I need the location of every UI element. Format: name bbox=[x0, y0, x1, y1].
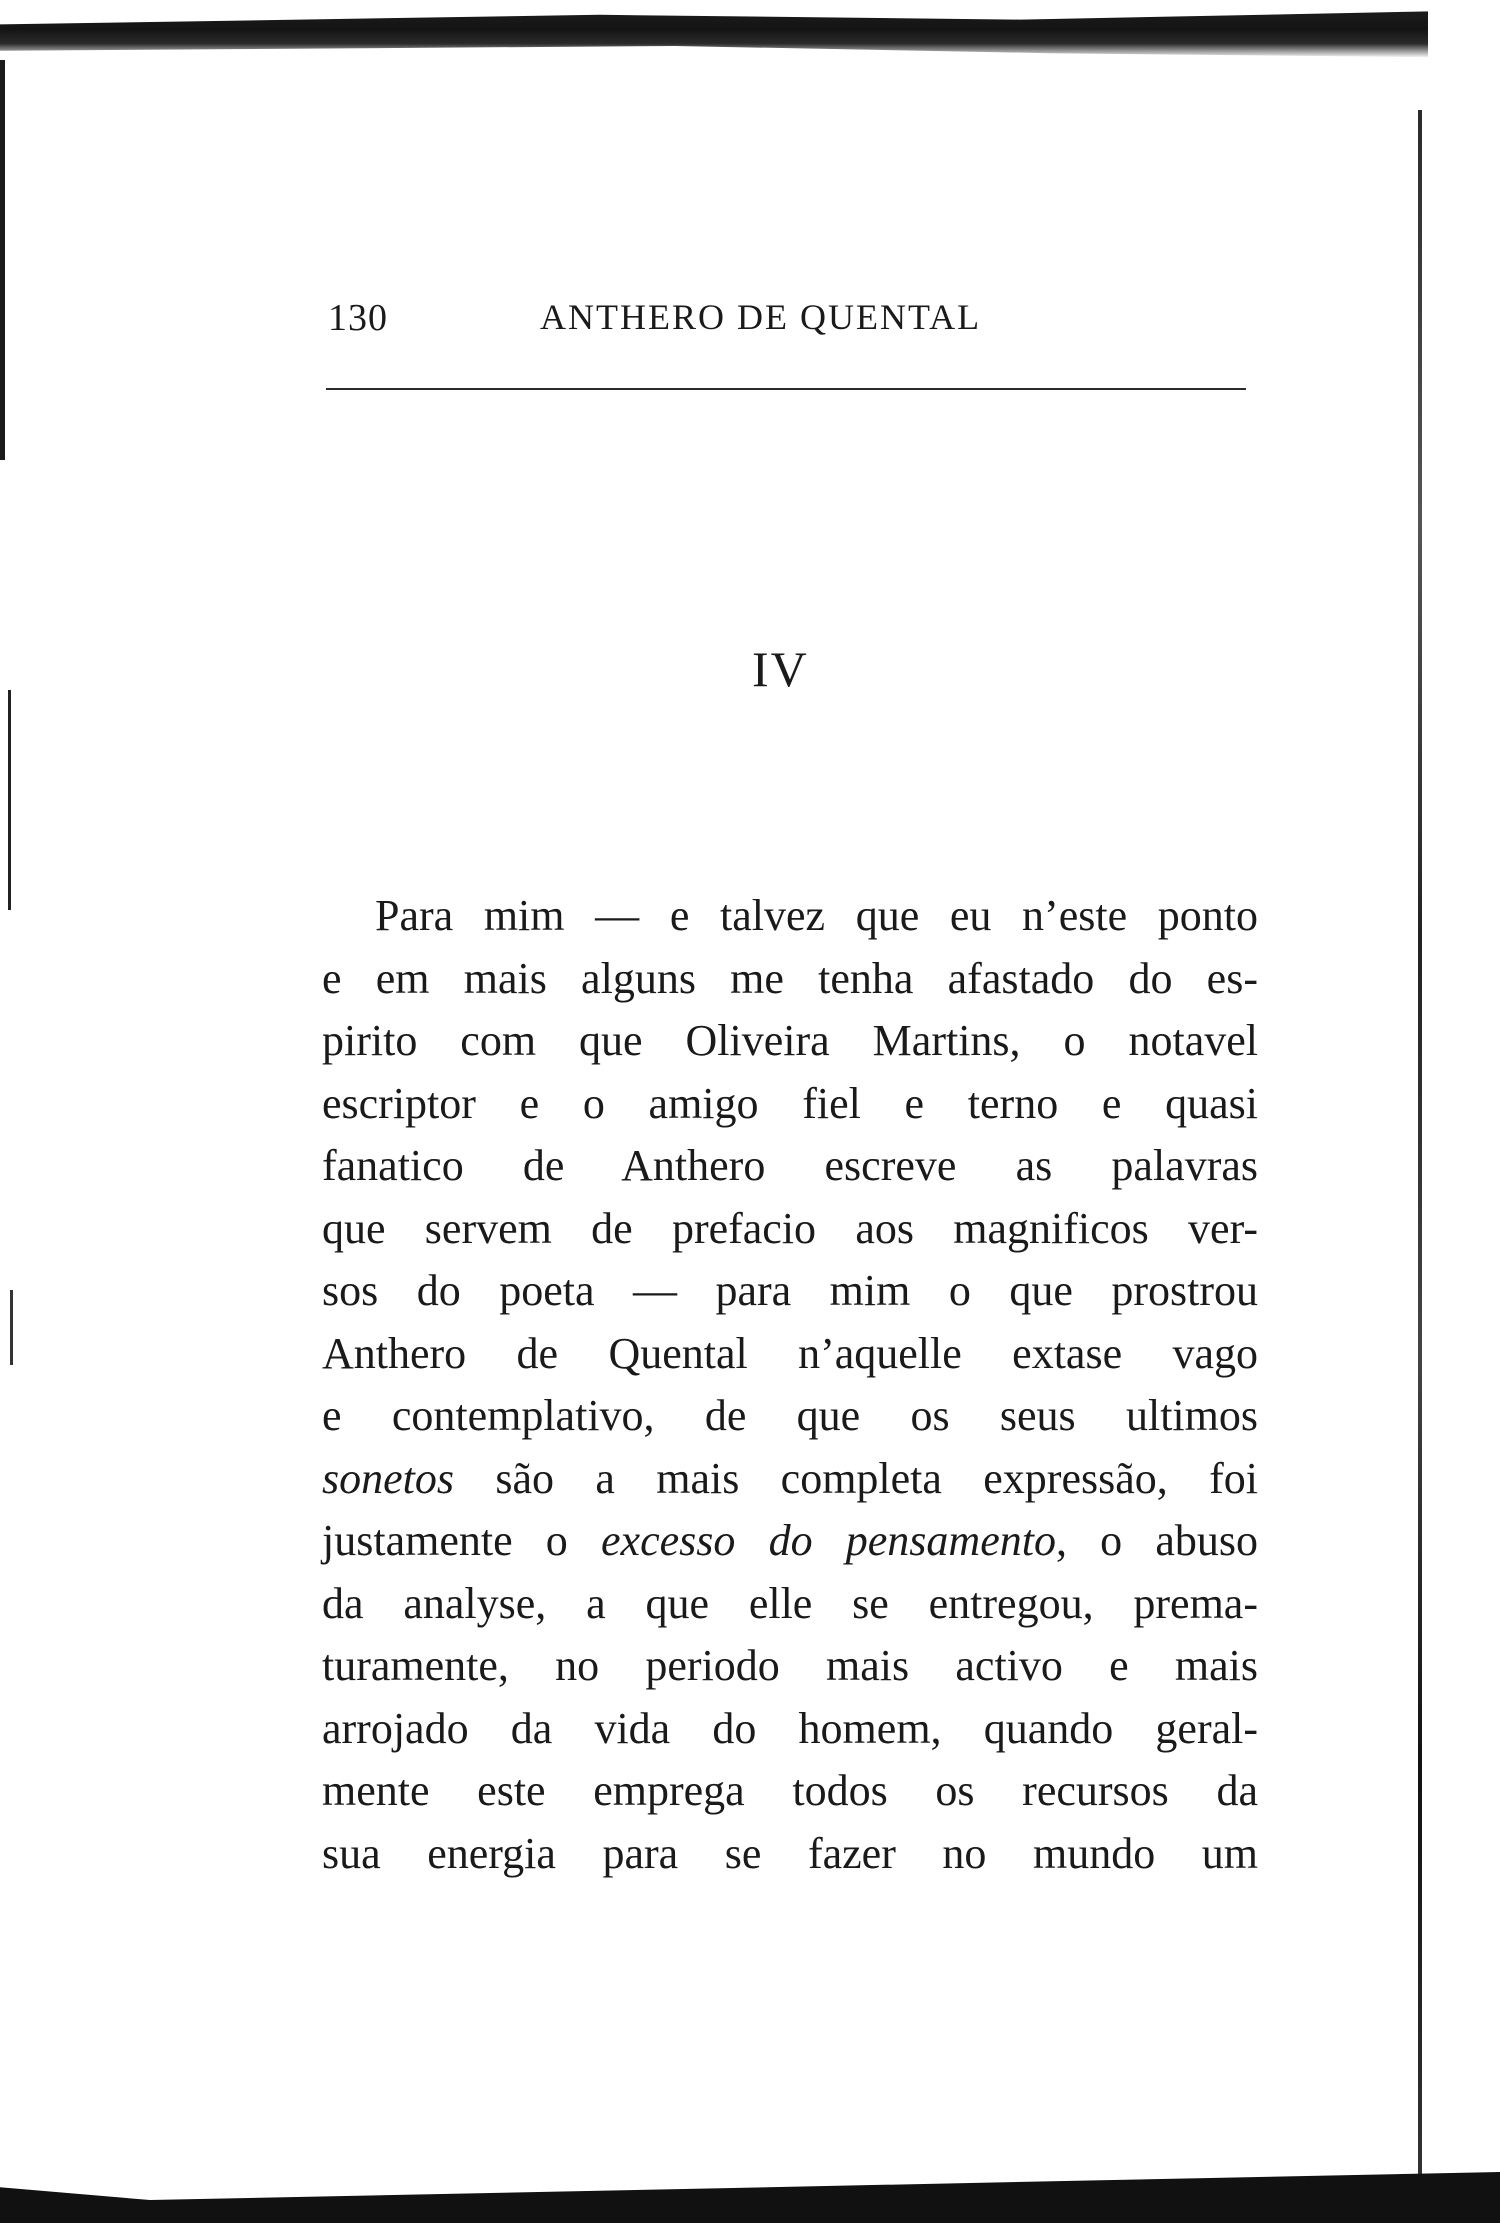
scan-shadow-top bbox=[0, 10, 1500, 58]
text-line: fanatico de Anthero escreve as palavras bbox=[322, 1141, 1258, 1190]
scan-shadow-bottom bbox=[0, 2172, 1500, 2223]
text-run: são a mais completa expressão, foi bbox=[454, 1453, 1258, 1503]
running-head bbox=[328, 296, 1246, 339]
paragraph bbox=[322, 885, 1258, 1885]
scan-shadow-left bbox=[0, 60, 5, 460]
text-line: da analyse, a que elle se entregou, prema- bbox=[322, 1578, 1258, 1628]
text-line: sos do poeta — para mim o que prostrou bbox=[322, 1266, 1258, 1315]
scan-shadow-left bbox=[10, 1290, 13, 1365]
text-line: turamente, no periodo mais activo e mais bbox=[322, 1641, 1258, 1690]
scan-shadow-left bbox=[8, 690, 11, 910]
text-line bbox=[322, 1510, 1258, 1573]
header-rule bbox=[326, 388, 1246, 390]
text-line: que servem de prefacio aos magnificos ver- bbox=[322, 1203, 1258, 1253]
text-line: e contemplativo, de que os seus ultimos bbox=[322, 1391, 1258, 1440]
text-line: Anthero de Quental n’aquelle extase vago bbox=[322, 1328, 1258, 1378]
scan-shadow-right bbox=[1418, 110, 1422, 2180]
text-line: sua energia para se fazer no mundo um bbox=[322, 1828, 1258, 1878]
page-number: 130 bbox=[328, 297, 388, 339]
text-line: Para mim — e talvez que eu n’este ponto bbox=[375, 891, 1258, 940]
text-line: e em mais alguns me tenha afastado do es- bbox=[322, 953, 1258, 1003]
text-run: justamente o bbox=[322, 1516, 602, 1565]
italic-term: sonetos bbox=[322, 1453, 454, 1503]
running-title: ANTHERO DE QUENTAL bbox=[540, 297, 982, 337]
text-line: arrojado da vida do homem, quando geral- bbox=[322, 1703, 1258, 1753]
text-run: , o abuso bbox=[1055, 1516, 1259, 1565]
text-line: pirito com que Oliveira Martins, o notavel bbox=[322, 1016, 1258, 1065]
scan-margin-right bbox=[1428, 0, 1500, 2223]
text-line bbox=[322, 1448, 1258, 1511]
italic-term: excesso do pensamento bbox=[601, 1516, 1056, 1565]
chapter-number: IV bbox=[752, 641, 809, 697]
text-line: mente este emprega todos os recursos da bbox=[322, 1766, 1258, 1815]
text-line: escriptor e o amigo fiel e terno e quasi bbox=[322, 1078, 1258, 1128]
